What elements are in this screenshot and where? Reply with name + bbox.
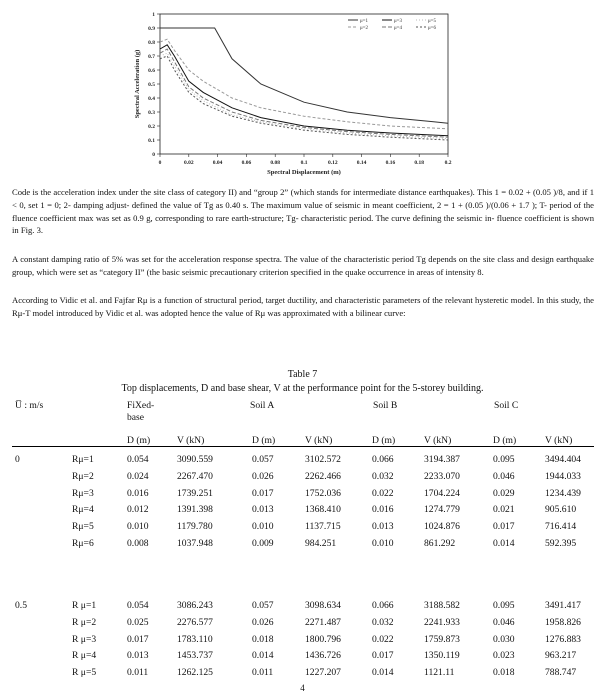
table-cell: 0.010 (252, 521, 274, 533)
paragraph-vidic: According to Vidic et al. and Fajfar Rμ is a function of structural period, target ductility, and characteristic parameters of the relevant hysteretic model. In this study, the Rμ-T model introduced by Vidic et al. was adopted hence the value of Rμ was approximated with a bilinear curve: (12, 295, 594, 318)
series-line (160, 49, 448, 137)
table-cell: 0.023 (493, 650, 515, 662)
table-cell: 3086.243 (177, 600, 213, 611)
table-cell: 1436.726 (305, 650, 341, 662)
table-cell: 1944.033 (545, 470, 581, 482)
table-cell: 1783.110 (177, 633, 213, 645)
table-cell: 0.017 (493, 521, 515, 533)
table-subheader: V (kN) (305, 435, 333, 446)
table-cell: 3491.417 (545, 600, 581, 611)
table-cell: 3102.572 (305, 454, 341, 465)
table-cell: 1274.779 (424, 504, 460, 516)
table-cell: 1037.948 (177, 538, 213, 549)
table-header-rule (12, 446, 594, 447)
table-cell: 0.013 (127, 650, 149, 662)
table-subheader: D (m) (127, 435, 151, 446)
row-label: Rμ=2 (72, 470, 94, 482)
y-tick-label: 0.1 (148, 138, 155, 144)
table-cell: 3090.559 (177, 454, 213, 465)
x-tick-label: 0.14 (356, 160, 367, 166)
series-line (160, 39, 448, 129)
x-tick-label: 0.12 (327, 160, 338, 166)
table-cell: 0.021 (493, 504, 515, 516)
table-cell: 861.292 (424, 538, 456, 549)
paragraph-code-definition: Code is the acceleration index under the site class of category II) and “group 2” (which stands for intermediate distance earthquakes). This 1 = 0.02 + (0.05 )/8, and if 1 < 0, set 1 = 0; 2- damping adjust- defined the value of Tg as 0.40 s. The maximum value of seismic in meant coefficient, 2 = 1 + (0.05 )/(0.06 + 1.7 ); T- period of the fluence coefficient max was set as 0.9 g, corresponding to rare earth-structure; Tg- characteristic period. The curve defining the seismic in- fluence coefficient is shown in Fig. 3. (12, 187, 594, 236)
y-tick-label: 0.6 (148, 68, 155, 74)
table-cell: 1368.410 (305, 504, 341, 516)
table-subheader: D (m) (252, 435, 276, 446)
x-tick-label: 0.16 (385, 160, 396, 166)
table-cell: 2233.070 (424, 470, 460, 482)
velocity-value: 0.5 (15, 600, 27, 611)
table-cell: 0.032 (372, 470, 394, 482)
table-cell: 0.026 (252, 616, 274, 628)
table-cell: 2241.933 (424, 616, 460, 628)
table-cell: 963.217 (545, 650, 577, 662)
table-cell: 2267.470 (177, 470, 213, 482)
x-tick-label: 0 (158, 160, 162, 166)
plot-frame (160, 14, 448, 154)
y-tick-label: 1 (152, 12, 155, 18)
y-tick-label: 0.8 (148, 40, 155, 46)
x-tick-label: 0.2 (444, 160, 452, 166)
x-tick-label: 0.04 (212, 160, 223, 166)
table-cell: 0.024 (127, 470, 149, 482)
table-cell: 0.046 (493, 470, 515, 482)
group-header-soil-b: Soil B (373, 400, 398, 411)
table-cell: 2262.466 (305, 470, 341, 482)
table-cell: 0.018 (493, 667, 515, 679)
table-cell: 0.016 (372, 504, 394, 516)
row-label: Rμ=5 (72, 521, 94, 533)
table-cell: 0.054 (127, 600, 149, 611)
row-label: Rμ=4 (72, 504, 94, 516)
x-tick-label: 0.18 (414, 160, 425, 166)
table-cell: 716.414 (545, 521, 577, 533)
x-axis-label: Spectral Displacement (m) (267, 169, 341, 176)
spectrum-chart (130, 6, 460, 176)
table-cell: 2271.487 (305, 616, 341, 628)
table-cell: 0.057 (252, 454, 274, 465)
row-label: R μ=1 (72, 600, 97, 611)
table-subheader: D (m) (493, 435, 517, 446)
group-header-soil-a: Soil A (250, 400, 275, 411)
table-cell: 0.014 (372, 667, 394, 679)
x-tick-label: 0.02 (183, 160, 194, 166)
table-cell: 0.013 (372, 521, 394, 533)
table-cell: 0.057 (252, 600, 274, 611)
table-subheader: V (kN) (424, 435, 452, 446)
table-caption: Top displacements, D and base shear, V at the performance point for the 5-storey building. (121, 383, 484, 394)
table-cell: 0.011 (252, 667, 274, 679)
y-tick-label: 0.5 (148, 82, 155, 88)
table-cell: 0.014 (252, 650, 274, 662)
table-cell: 1276.883 (545, 633, 581, 645)
paragraph-damping: A constant damping ratio of 5% was set for the acceleration response spectra. The value of the characteristic period Tg depends on the site class and design earthquake group, which were set as “category II” (the basic seismic precautionary criterion specified in the quake occurrence in areas of intensity 8. (12, 254, 594, 277)
table-cell: 0.032 (372, 616, 394, 628)
table-cell: 0.095 (493, 454, 515, 465)
series-line (160, 28, 448, 123)
x-tick-label: 0.1 (300, 160, 308, 166)
table-cell: 592.395 (545, 538, 577, 549)
row-label: R μ=4 (72, 650, 97, 662)
col-header-velocity: U̅ : m/s (15, 400, 44, 411)
table-subheader: V (kN) (545, 435, 573, 446)
table-cell: 1137.715 (305, 521, 341, 533)
table-cell: 788.747 (545, 667, 577, 679)
series-line (160, 45, 448, 136)
spectrum-chart-svg (130, 6, 460, 176)
table-cell: 905.610 (545, 504, 577, 516)
y-axis-label: Spectral Acceleration (g) (134, 49, 141, 119)
row-label: Rμ=1 (72, 454, 94, 465)
table-cell: 1234.439 (545, 487, 581, 499)
table-cell: 0.046 (493, 616, 515, 628)
x-tick-label: 0.08 (270, 160, 281, 166)
table-cell: 0.017 (372, 650, 394, 662)
table-cell: 0.026 (252, 470, 274, 482)
table-cell: 0.025 (127, 616, 149, 628)
table-cell: 0.012 (127, 504, 149, 516)
table-cell: 1179.780 (177, 521, 213, 533)
y-tick-label: 0.3 (148, 110, 155, 116)
table-cell: 1121.11 (424, 667, 455, 679)
table-cell: 0.018 (252, 633, 274, 645)
y-tick-label: 0.9 (148, 26, 155, 32)
table-cell: 0.014 (493, 538, 515, 549)
velocity-value: 0 (15, 454, 20, 465)
y-tick-label: 0.4 (148, 96, 155, 102)
table-cell: 0.011 (127, 667, 149, 679)
table-cell: 1262.125 (177, 667, 213, 679)
table-cell: 1752.036 (305, 487, 341, 499)
legend-label: μ=1 (360, 19, 369, 24)
table-cell: 0.066 (372, 600, 394, 611)
group-header-fixed-base: FiXed-base (127, 400, 155, 423)
table-cell: 1453.737 (177, 650, 213, 662)
table-cell: 0.013 (252, 504, 274, 516)
table-cell: 984.251 (305, 538, 337, 549)
table-cell: 0.010 (372, 538, 394, 549)
row-label: Rμ=3 (72, 487, 94, 499)
page-number: 4 (300, 683, 305, 693)
table-cell: 1704.224 (424, 487, 460, 499)
table-cell: 3188.582 (424, 600, 460, 611)
legend-label: μ=2 (360, 26, 369, 31)
table-cell: 1759.873 (424, 633, 460, 645)
table-subheader: D (m) (372, 435, 396, 446)
legend-label: μ=6 (428, 26, 437, 31)
table-cell: 0.022 (372, 487, 394, 499)
table-cell: 3098.634 (305, 600, 341, 611)
table-cell: 0.008 (127, 538, 149, 549)
table-subheader: V (kN) (177, 435, 205, 446)
y-tick-label: 0.2 (148, 124, 155, 130)
x-tick-label: 0.06 (241, 160, 252, 166)
y-tick-label: 0 (152, 152, 155, 158)
table-cell: 0.009 (252, 538, 274, 549)
row-label: R μ=2 (72, 616, 97, 628)
table-cell: 1350.119 (424, 650, 460, 662)
y-tick-label: 0.7 (148, 54, 155, 60)
row-label: R μ=5 (72, 667, 97, 679)
table-cell: 1800.796 (305, 633, 341, 645)
table-cell: 0.030 (493, 633, 515, 645)
table-cell: 0.054 (127, 454, 149, 465)
legend-label: μ=3 (394, 19, 403, 24)
table-cell: 0.022 (372, 633, 394, 645)
table-cell: 1024.876 (424, 521, 460, 533)
table-cell: 1739.251 (177, 487, 213, 499)
table-cell: 0.095 (493, 600, 515, 611)
row-label: R μ=3 (72, 633, 97, 645)
table-cell: 1391.398 (177, 504, 213, 516)
legend-label: μ=4 (394, 26, 403, 31)
table-cell: 1227.207 (305, 667, 341, 679)
row-label: Rμ=6 (72, 538, 94, 549)
table-cell: 0.017 (252, 487, 274, 499)
legend-label: μ=5 (428, 19, 437, 24)
table-cell: 3494.404 (545, 454, 581, 465)
table-cell: 2276.577 (177, 616, 213, 628)
table-cell: 0.016 (127, 487, 149, 499)
table-cell: 3194.387 (424, 454, 460, 465)
table-cell: 0.010 (127, 521, 149, 533)
table-cell: 1958.826 (545, 616, 581, 628)
table-number: Table 7 (287, 369, 318, 380)
table-cell: 0.066 (372, 454, 394, 465)
group-header-soil-c: Soil C (494, 400, 519, 411)
table-cell: 0.029 (493, 487, 515, 499)
table-cell: 0.017 (127, 633, 149, 645)
